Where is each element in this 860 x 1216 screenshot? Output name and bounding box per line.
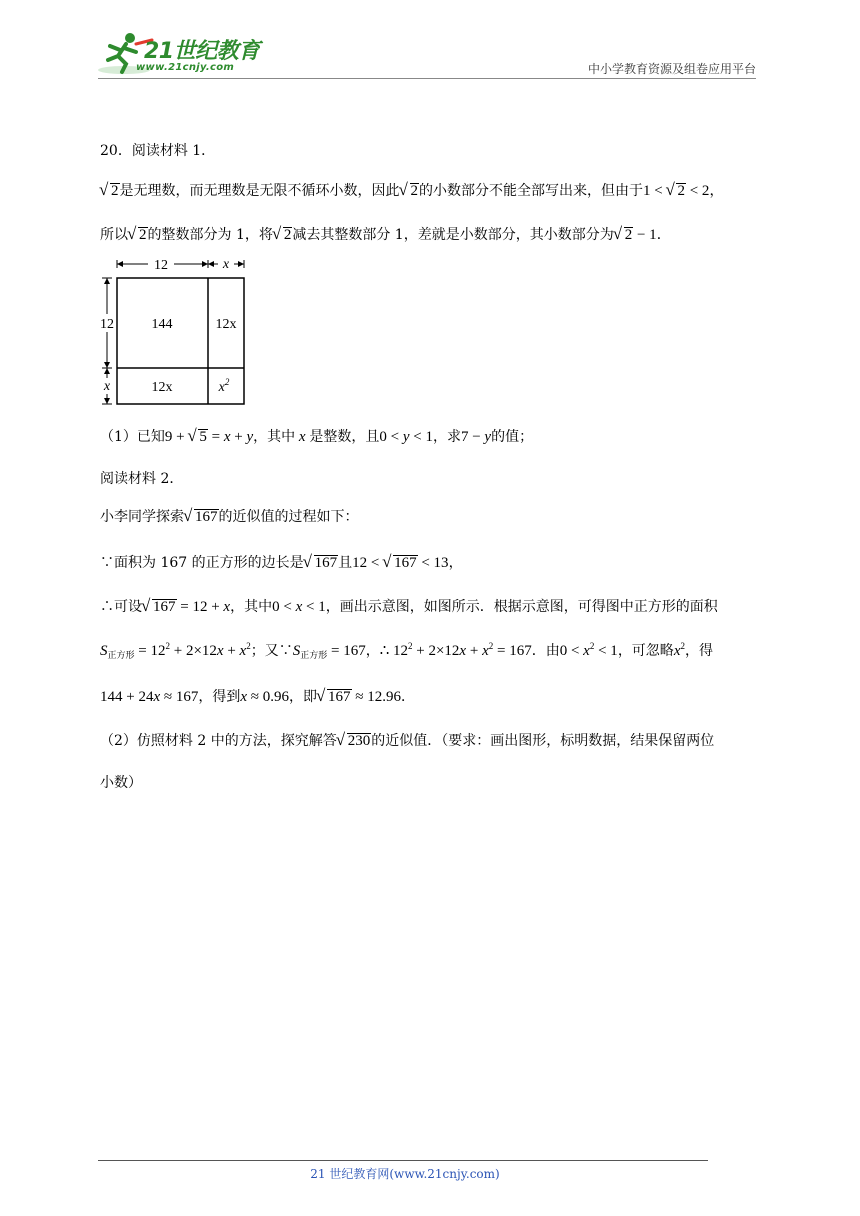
material2-title: 阅读材料 2． bbox=[100, 471, 184, 487]
part1-question: （1）已知9 + √ 5 = x + y，其中 x 是整数，且0 < y < 1，求7 − y的值； bbox=[100, 426, 533, 446]
material2-line4: 144 + 24x ≈ 167，得到x ≈ 0.96，即√ 167 ≈ 12.96． bbox=[100, 686, 415, 706]
material1-line2: 所以√ 2的整数部分为 1，将√ 2减去其整数部分 1，差就是小数部分，其小数部分为√ 2 − 1． bbox=[100, 224, 671, 244]
footer-divider bbox=[98, 1160, 708, 1161]
material2-intro: 小李同学探索√ 167的近似值的过程如下： bbox=[100, 506, 359, 526]
left-label-12: 12 bbox=[100, 317, 114, 332]
material2-line3: $S_{正方形} = 12^2 + 2\times 12x + x^2$；又$\because S_{正方形} = 167$，∴ $12^2 + 2\times 12x + x^2 = 167$．由$0 < x^2 < 1$，可忽略$x^2$，得 bbox=[100, 641, 713, 660]
page-header bbox=[0, 0, 860, 80]
left-label-x: x bbox=[103, 379, 111, 394]
part2-question-cont: 小数） bbox=[100, 775, 142, 791]
top-label-x: x bbox=[222, 257, 230, 272]
cell-x2: $x^2$ bbox=[218, 377, 230, 395]
header-divider bbox=[98, 78, 756, 79]
question-title: 20．阅读材料 1． bbox=[100, 143, 216, 159]
page-footer bbox=[0, 1165, 860, 1182]
material2-line2: ∴可设√ 167 = 12 + x，其中0 < x < 1，画出示意图，如图所示．根据示意图，可得图中正方形的面积 bbox=[100, 596, 718, 616]
cell-144: 144 bbox=[151, 317, 173, 332]
material1-line1: √ 2是无理数，而无理数是无限不循环小数，因此√ 2的小数部分不能全部写出来，但由于1 < √ 2 < 2， bbox=[100, 180, 723, 200]
square-diagram bbox=[100, 256, 250, 408]
top-label-12: 12 bbox=[154, 258, 168, 273]
footer-link[interactable]: 21 世纪教育网(www.21cnjy.com) bbox=[310, 1167, 500, 1181]
platform-title: 中小学教育资源及组卷应用平台 bbox=[587, 62, 756, 76]
cell-12x-bottom: 12x bbox=[151, 380, 173, 395]
material2-line1: ∵面积为 167 的正方形的边长是√ 167且12 < √ 167 < 13， bbox=[100, 552, 463, 572]
logo-url-text: www.21cnjy.com bbox=[136, 62, 235, 73]
logo-brand-text: 21世纪教育 bbox=[144, 39, 260, 64]
cell-12x-right: 12x bbox=[215, 317, 237, 332]
part2-question: （2）仿照材料 2 中的方法，探究解答√ 230的近似值．（要求：画出图形，标明数据，结果保留两位 bbox=[100, 730, 714, 750]
site-logo[interactable] bbox=[96, 30, 266, 78]
